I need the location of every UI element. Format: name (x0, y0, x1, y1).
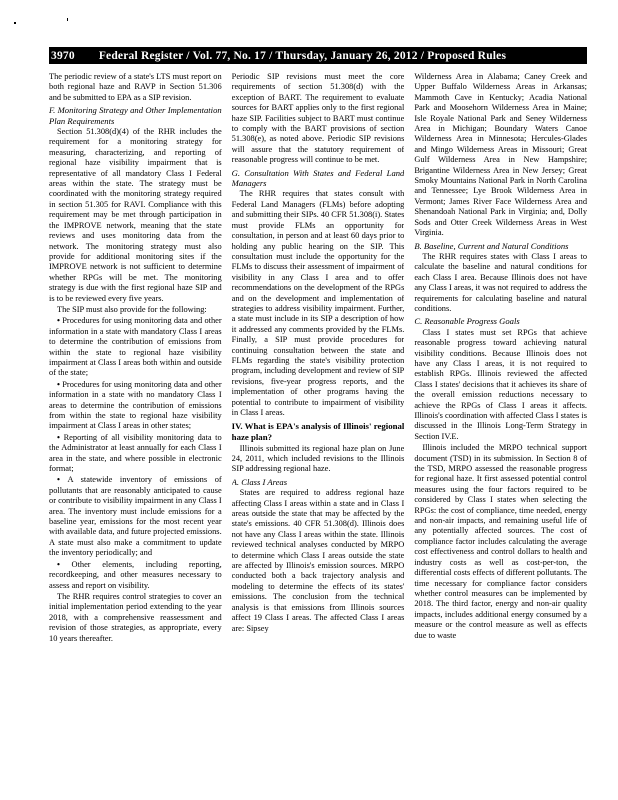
paragraph: The RHR requires that states consult with Federal Land Managers (FLMs) before adopting and submitting their SIPs. 40 CFR 51.308(i). States must provide FLMs an opportunity for consultation, in person and at least 60 days prior to holding any public hearing on the SIP. This consultation must include the opportunity for the FLMs to discuss their assessment of impairment of visibility in any Class I area and to offer recommendations on the development of the RPGs and on the development and implementation of strategies to address visibility impairment. Further, a state must include in its SIP a description of how it addressed any comments provided by the FLMs. Finally, a SIP must provide procedures for continuing consultation between the state and FLMs regarding the state's visibility protection program, including development and review of SIP revisions, five-year progress reports, and the implementation of other programs having the potential to contribute to impairment of visibility in Class I areas. (231, 189, 405, 417)
section-heading: G. Consultation With States and Federal Land Managers (231, 167, 405, 189)
section-heading: B. Baseline, Current and Natural Conditions (414, 240, 569, 251)
paragraph: The RHR requires control strategies to cover an initial implementation period extending to the year 2018, with a comprehensive reassessment and revision of those strategies, as appropriate, every 10 years thereafter. (49, 591, 222, 643)
list-item (49, 316, 222, 378)
paragraph: Wilderness Area in Alabama; Caney Creek and Upper Buffalo Wilderness Areas in Arkansas; Mammoth Cave in Kentucky; Acadia National Park and Moosehorn Wilderness Area in Maine; Isle Royale National Park and Seney Wilderness Area in Michigan; Boundary Waters Canoe Wilderness Area in Minnesota; Hercules-Glades and Mingo Wilderness Areas in Missouri; Great Gulf Wilderness Area in New Hampshire; Brigantine Wilderness Area in New Jersey; Great Smoky Mountains National Park in North Carolina and Tennessee; Lye Brook Wilderness Area in Vermont; James River Face Wilderness Area and Shenandoah National Park in Virginia; and, Dolly Sods and Otter Creek Wilderness Areas in West Virginia. (414, 72, 587, 238)
header-title: Federal Register / Vol. 77, No. 17 / Thursday, January 26, 2012 / Proposed Rules (98, 49, 507, 62)
list-item-text: A statewide inventory of emissions of pollutants that are reasonably anticipated to cause or contribute to visibility impairment in any Class I area. The inventory must include emissions for a baseline year, emissions for the most recent year with available data, and future projected emissions. A state must also make a commitment to update the inventory periodically; and (49, 475, 222, 558)
column-middle (232, 72, 405, 794)
column-right (414, 72, 587, 794)
list-item-text: Other elements, including reporting, recordkeeping, and other measures necessary to assess and report on visibility. (49, 559, 222, 590)
page-header (49, 47, 587, 64)
column-left (49, 72, 222, 794)
scan-speck (67, 18, 68, 21)
article-body (49, 72, 587, 794)
requirements-list (49, 316, 222, 591)
paragraph: The periodic review of a state's LTS must report on both regional haze and RAVP in Section 51.306 and be submitted to EPA as a SIP revision. (49, 72, 222, 102)
list-item-text: Procedures for using monitoring data and other information in a state with mandatory Class I areas to determine the contribution of emissions from within the state to regional haze visibility impairment at Class I areas both within and outside of the state; (49, 316, 222, 378)
paragraph: The RHR requires states with Class I areas to calculate the baseline and natural conditions for each Class I area. Because Illinois does not have any Class I areas, it was not required to address the requirements for calculating baseline and natural conditions. (414, 251, 587, 313)
list-item (49, 560, 222, 591)
paragraph: Periodic SIP revisions must meet the core requirements of section 51.308(d) with the exception of BART. The requirement to evaluate sources for BART applies only to the first regional haze SIP. Facilities subject to BART must continue to comply with the BART provisions of section 51.308(e), as noted above. Periodic SIP revisions will assure that the statutory requirement of reasonable progress will continue to be met. (231, 72, 405, 165)
paragraph: Section 51.308(d)(4) of the RHR includes the requirement for a monitoring strategy for measuring, characterizing, and reporting of regional haze visibility impairment that is representative of all mandatory Class I Federal areas within the state. The strategy must be coordinated with the monitoring strategy required in section 51.305 for RAVI. Compliance with this requirement may be met through participation in the IMPROVE network, meaning that the state reviews and uses monitoring data from the network. The monitoring strategy must also provide for additional monitoring sites if the IMPROVE network is not sufficient to determine whether RPGs will be met. The monitoring strategy is due with the first regional haze SIP and is to be reviewed every five years. (49, 127, 222, 303)
section-heading-bold: IV. What is EPA's analysis of Illinois' regional haze plan? (231, 421, 405, 442)
paragraph: States are required to address regional haze affecting Class I areas within a state and in Class I areas outside the state that may be affected by the state's emissions. 40 CFR 51.308(d). Illinois does not have any Class I areas within the state. Illinois reviewed technical analyses conducted by MRPO to determine which Class I areas outside the state are affected by Illinois's emission sources. MRPO conducted both a back trajectory analysis and modeling to determine the effects of its states' emissions. The conclusion from the technical analysis is that emissions from Illinois sources affect 19 Class I areas. The affected Class I areas are: Sipsey (231, 488, 405, 633)
list-item (49, 380, 222, 432)
list-item-text: Reporting of all visibility monitoring data to the Administrator at least annually for each Class I area in the state, and where possible in electronic format; (49, 432, 222, 474)
paragraph: The SIP must also provide for the following: (57, 304, 207, 314)
bullet-icon: • (57, 316, 63, 326)
bullet-icon: • (57, 379, 63, 389)
bullet-icon: • (57, 432, 64, 442)
section-heading: A. Class I Areas (231, 476, 288, 487)
list-item (49, 475, 222, 558)
paragraph: Class I states must set RPGs that achieve reasonable progress toward achieving natural visibility conditions. Because Illinois does not have any Class I areas, it is not required to establish RPGs. Illinois reviewed the affected Class I states' decisions that it achieves its share of the overall emission reductions necessary to achieve the RPGs of Class I areas it affects. Illinois's coordination with affected Class I states is discussed in the Illinois Long-Term Strategy in Section IV.E. (414, 327, 587, 441)
scan-speck (14, 22, 16, 24)
paragraph: Illinois submitted its regional haze plan on June 24, 2011, which included revisions to the Illinois SIP addressing regional haze. (231, 443, 405, 474)
page-number: 3970 (51, 49, 75, 62)
list-item-text: Procedures for using monitoring data and other information in a state with no mandatory Class I areas to determine the contribution of emissions from within the state to regional haze visibility impairment at Class I areas in other states; (49, 379, 222, 431)
bullet-icon: • (57, 475, 68, 485)
list-item (49, 433, 222, 475)
section-heading: F. Monitoring Strategy and Other Implementation Plan Requirements (49, 105, 222, 126)
paragraph: Illinois included the MRPO technical support document (TSD) in its submission. In Section 8 of the TSD, MRPO assessed the reasonable progress for regional haze. It first assessed potential control measures using the four factors required to be considered by Class I states when selecting the RPGs: the cost of compliance, time needed, energy and non-air impacts, and remaining useful life of any potentially affected sources. The cost of compliance factor includes calculating the average cost effectiveness and control dollars to health and industry costs as well as cost-per-ton, the differential costs effects of different pollutants. The time necessary for compliance factor considers whether control measures can be implemented by 2018. The third factor, energy and non-air quality impacts, includes additional energy consumed by a measure or the control measure as well as effects due to waste (414, 443, 587, 640)
section-heading: C. Reasonable Progress Goals (414, 316, 520, 327)
bullet-icon: • (57, 559, 72, 569)
